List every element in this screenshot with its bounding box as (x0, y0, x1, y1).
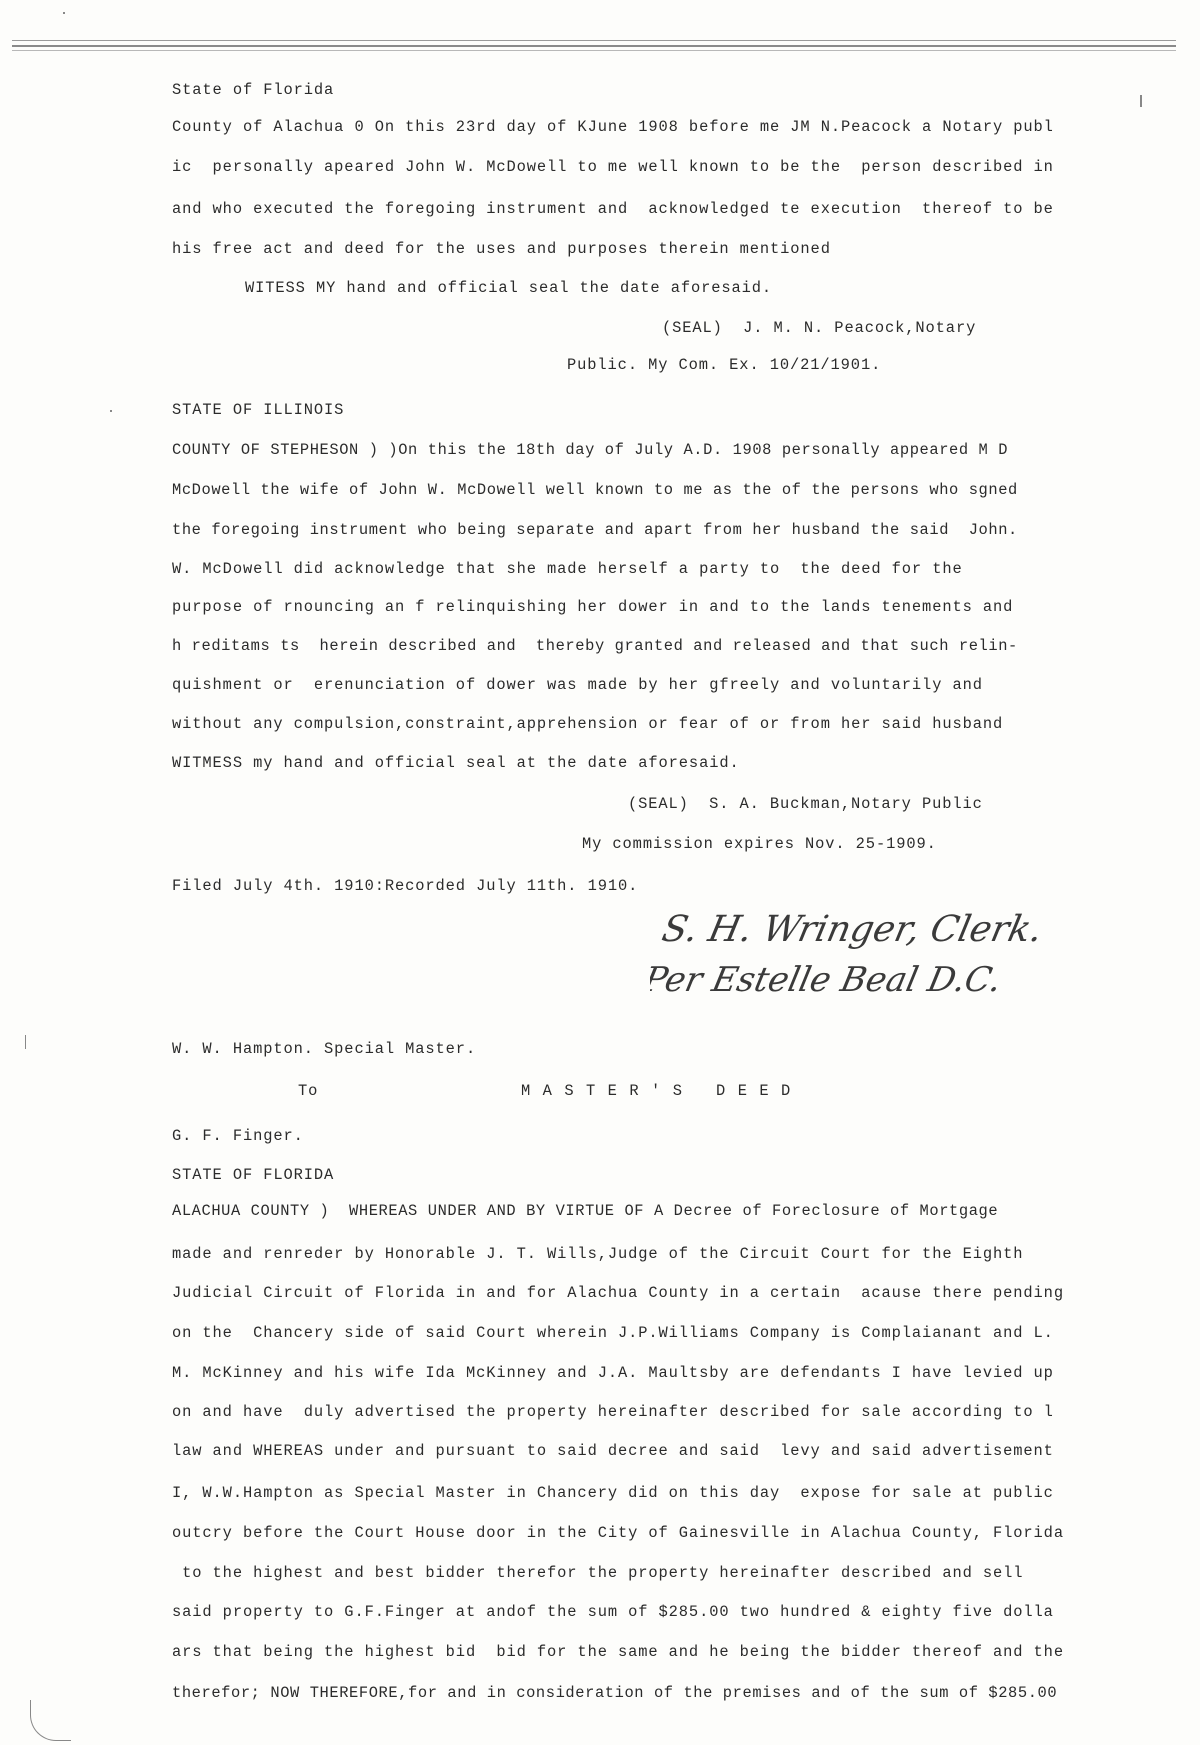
text-line: M. McKinney and his wife Ida McKinney and J.A. Maultsby are defendants I have levied up (172, 1364, 1054, 1382)
notary-signature-line: (SEAL) S. A. Buckman,Notary Public (628, 795, 983, 813)
text-line: STATE OF FLORIDA (172, 1166, 335, 1184)
text-line: quishment or erenunciation of dower was made by her gfreely and voluntarily and (172, 676, 983, 694)
deed-title: M A S T E R ' S D E E D (521, 1082, 792, 1100)
text-line: purpose of rnouncing an f relinquishing her dower in and to the lands tenements and (172, 598, 1014, 616)
text-line: without any compulsion,constraint,apprehension or fear of or from her said husband (172, 715, 1004, 733)
text-line: ars that being the highest bid bid for the same and he being the bidder thereof and the (172, 1643, 1064, 1661)
filing-record-line: Filed July 4th. 1910:Recorded July 11th. 1910. (172, 877, 639, 895)
speck-mark (110, 410, 112, 412)
notary-commission-line: Public. My Com. Ex. 10/21/1901. (567, 356, 882, 374)
text-line: WITMESS my hand and official seal at the date aforesaid. (172, 754, 740, 772)
text-line: law and WHEREAS under and pursuant to said decree and said levy and said advertisement (172, 1442, 1054, 1460)
speck-mark (63, 12, 65, 14)
text-line: McDowell the wife of John W. McDowell well known to me as the of the persons who sgned (172, 481, 1018, 499)
svg-text:Per Estelle Beal D.C.: Per Estelle Beal D.C. (650, 960, 1006, 1000)
margin-mark (25, 1035, 26, 1049)
text-line: WITESS MY hand and official seal the date aforesaid. (245, 279, 773, 297)
text-line: ALACHUA COUNTY ) WHEREAS UNDER AND BY VIRTUE OF A Decree of Foreclosure of Mortgage (172, 1202, 999, 1220)
text-line: ic personally apeared John W. McDowell to me well known to be the person described in (172, 158, 1054, 176)
text-line: and who executed the foregoing instrument and acknowledged te execution thereof to be (172, 200, 1054, 218)
text-line: said property to G.F.Finger at andof the sum of $285.00 two hundred & eighty five dolla (172, 1603, 1054, 1621)
top-rule-thick (12, 45, 1176, 47)
notary-commission-line: My commission expires Nov. 25-1909. (582, 835, 937, 853)
svg-text:S. H. Wringer, Clerk.: S. H. Wringer, Clerk. (658, 907, 1047, 950)
clerk-signature (650, 896, 1050, 1006)
text-line: h reditams ts herein described and thereby granted and released and that such relin- (172, 637, 1018, 655)
text-line: the foregoing instrument who being separate and apart from her husband the said John. (172, 521, 1018, 539)
text-line: on the Chancery side of said Court wherein J.P.Williams Company is Complaianant and L. (172, 1324, 1054, 1342)
notary-signature-line: (SEAL) J. M. N. Peacock,Notary (662, 319, 977, 337)
text-line: to the highest and best bidder therefor the property hereinafter described and sell (172, 1564, 1024, 1582)
grantee-line: G. F. Finger. (172, 1127, 304, 1145)
text-line: W. McDowell did acknowledge that she made herself a party to the deed for the (172, 560, 963, 578)
top-rule-light (12, 50, 1176, 51)
text-line: Judicial Circuit of Florida in and for Alachua County in a certain acause there pending (172, 1284, 1064, 1302)
text-line: outcry before the Court House door in the City of Gainesville in Alachua County, Florida (172, 1524, 1064, 1542)
text-line: County of Alachua 0 On this 23rd day of KJune 1908 before me JM N.Peacock a Notary publ (172, 118, 1054, 136)
grantor-line: W. W. Hampton. Special Master. (172, 1040, 477, 1058)
text-line: therefor; NOW THEREFORE,for and in consideration of the premises and of the sum of $285.00 (172, 1684, 1058, 1702)
to-line: To (298, 1082, 319, 1100)
text-line: I, W.W.Hampton as Special Master in Chancery did on this day expose for sale at public (172, 1484, 1054, 1502)
text-line: COUNTY OF STEPHESON ) )On this the 18th day of July A.D. 1908 personally appeared M D (172, 441, 1009, 459)
page-corner-mark (30, 1700, 71, 1741)
margin-mark (1140, 95, 1142, 107)
text-line: on and have duly advertised the property hereinafter described for sale according to l (172, 1403, 1054, 1421)
text-line: made and renreder by Honorable J. T. Wills,Judge of the Circuit Court for the Eighth (172, 1245, 1024, 1263)
text-line: STATE OF ILLINOIS (172, 401, 345, 419)
top-rule (12, 40, 1176, 41)
text-line: his free act and deed for the uses and purposes therein mentioned (172, 240, 831, 258)
text-line: State of Florida (172, 81, 335, 99)
